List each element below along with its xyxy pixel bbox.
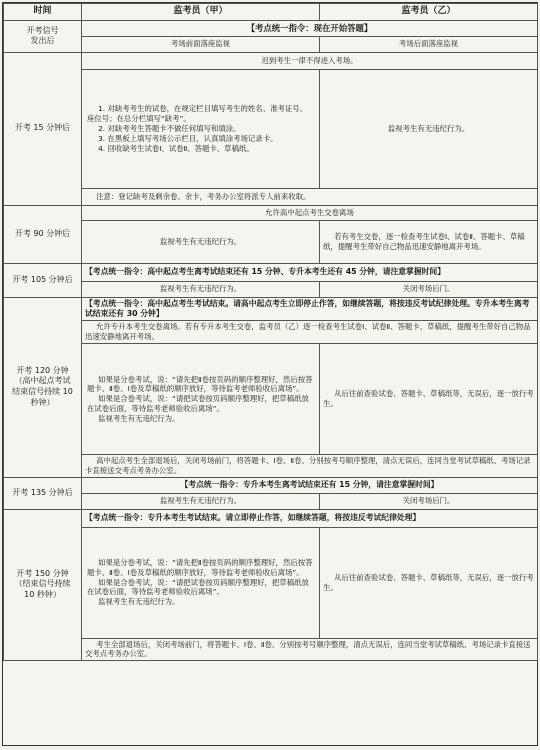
proctor-a-cell: 监视考生有无违纪行为。 — [82, 281, 320, 297]
row-heading: 允许专升本考生交卷离场。若有专升本考生交卷，监考员（乙）逐一检查考生试卷Ⅰ、试卷Ⅱ、答题卡、草稿纸，提醒考生带好自己物品迅速安静地离开考场。 — [82, 321, 538, 344]
header-proctor-a: 监考员（甲） — [82, 4, 320, 21]
row-heading: 允许高中起点考生交卷离场 — [82, 205, 538, 220]
footer-text: 考生全部退场后，关闭考场前门，将答题卡、Ⅰ卷、Ⅱ卷、分别按考号顺序整理，清点无误后，连同当堂考试草稿纸、考场记录卡直接送交考点考务办公室。 — [82, 638, 538, 661]
table-row — [4, 36, 538, 52]
table-row — [4, 454, 538, 477]
table-row — [4, 509, 538, 527]
step-text: 3. 在黑板上填写考场公示栏目，认真填涂考场记录卡。 — [98, 133, 278, 143]
table-row — [4, 20, 538, 36]
table-row — [4, 477, 538, 493]
table-row — [4, 52, 538, 69]
step-text: 4. 回收缺考生试卷Ⅰ、试卷Ⅱ、答题卡、草稿纸。 — [98, 143, 254, 153]
header-time: 时间 — [4, 4, 82, 21]
table-row — [4, 69, 538, 188]
table-header-row — [4, 4, 538, 21]
proctor-a-cell — [82, 343, 320, 454]
table-row — [4, 263, 538, 281]
proctor-a-cell: 监视考生有无违纪行为。 — [82, 493, 320, 509]
header-proctor-b: 监考员（乙） — [320, 4, 538, 21]
procedure-table — [3, 3, 538, 661]
instruction-text: 如果是合卷考试，说：“请把试卷按页码顺序整理好，把草稿纸放在试卷后面，等待监考老师验收后离场”。 — [87, 394, 309, 413]
time-cell: 开考 90 分钟后 — [4, 205, 82, 263]
table-row — [4, 638, 538, 661]
table-row — [4, 220, 538, 263]
proctor-a-cell: 考场前面落座监视 — [82, 36, 320, 52]
unified-command: 【考点统一指令：高中起点考生离考试结束还有 15 分钟、专升本考生还有 45 分钟，请注意掌握时间】 — [82, 263, 538, 281]
proctor-b-cell: 若有考生交卷，逐一检查考生试卷Ⅰ、试卷Ⅱ、答题卡、草稿纸，提醒考生带好自己物品迅速安静地离开考场。 — [320, 220, 538, 263]
instruction-text: 如果是分卷考试，说：“请先把Ⅱ卷按页码的顺序整理好，然后按答题卡、Ⅱ卷、Ⅰ卷及草稿纸的顺序放好，等待监考老师验收后离场”。 — [87, 374, 313, 394]
time-cell: 开考 150 分钟 （结束信号持续 10 秒钟） — [4, 509, 82, 661]
unified-command: 【考点统一指令：专升本考生离考试结束还有 15 分钟，请注意掌握时间】 — [82, 477, 538, 493]
table-row — [4, 321, 538, 344]
instruction-text: 如果是合卷考试，说：“请把试卷按页码顺序整理好，把草稿纸放在试卷后面，等待监考老师验收后离场”。 — [87, 577, 309, 597]
proctor-b-cell: 关闭考场后门。 — [320, 493, 538, 509]
proctor-b-cell: 从后往前查验试卷、答题卡、草稿纸等，无误后，逐一放行考生。 — [320, 527, 538, 638]
late-notice: 迟到考生一律不得进入考场。 — [82, 52, 538, 69]
unified-command: 【考点统一指令：现在开始答题】 — [82, 20, 538, 36]
instruction-text: 监视考生有无违纪行为。 — [98, 413, 180, 423]
table-row — [4, 343, 538, 454]
proctor-a-cell — [82, 69, 320, 188]
note-text: 注意：登记缺考及剩余卷、余卡，考务办公室将派专人前来收取。 — [82, 188, 538, 205]
proctor-a-cell — [82, 527, 320, 638]
proctor-b-cell: 监视考生有无违纪行为。 — [320, 69, 538, 188]
unified-command: 【考点统一指令：高中起点考生考试结束。请高中起点考生立即停止作答，如继续答题，将按违反考试纪律处理。专升本考生离考试结束还有 30 分钟】 — [82, 297, 538, 321]
instruction-text: 如果是分卷考试，说：“请先把Ⅱ卷按页码的顺序整理好，然后按答题卡、Ⅱ卷、Ⅰ卷及草稿纸的顺序放好，等待监考老师验收后离场”。 — [87, 558, 313, 577]
proctor-b-cell: 从后往前查验试卷、答题卡、草稿纸等，无误后，逐一放行考生。 — [320, 343, 538, 454]
time-cell: 开考 135 分钟后 — [4, 477, 82, 509]
proctor-b-cell: 关闭考场后门。 — [320, 281, 538, 297]
time-cell: 开考 105 分钟后 — [4, 263, 82, 297]
table-row — [4, 188, 538, 205]
proctor-a-cell: 监视考生有无违纪行为。 — [82, 220, 320, 263]
table-row — [4, 493, 538, 509]
table-row — [4, 527, 538, 638]
table-row — [4, 297, 538, 321]
time-cell: 开考 120 分钟 （高中起点考试 结束信号持续 10 秒钟） — [4, 297, 82, 477]
time-cell: 开考 15 分钟后 — [4, 52, 82, 205]
step-text: 2. 对缺考考生答题卡不做任何填写和填涂。 — [98, 123, 241, 133]
instruction-text: 监视考生有无违纪行为。 — [98, 597, 180, 607]
step-text: 1. 对缺考考生的试卷，在规定栏目填写考生的姓名、准考证号、座位号；在总分栏填写“缺考”。 — [87, 104, 308, 124]
time-cell: 开考信号 发出后 — [4, 20, 82, 52]
proctor-b-cell: 考场后面落座监视 — [320, 36, 538, 52]
table-row — [4, 281, 538, 297]
footer-text: 高中起点考生全部退场后，关闭考场前门，将答题卡、Ⅰ卷、Ⅱ卷、分别按考号顺序整理，清点无误后，连同当堂考试草稿纸、考场记录卡直接送交考点考务办公室。 — [82, 454, 538, 477]
table-row — [4, 205, 538, 220]
unified-command: 【考点统一指令：专升本考生考试结束。请立即停止作答，如继续答题，将按违反考试纪律处理】 — [82, 509, 538, 527]
proctor-procedure-table — [2, 2, 538, 746]
